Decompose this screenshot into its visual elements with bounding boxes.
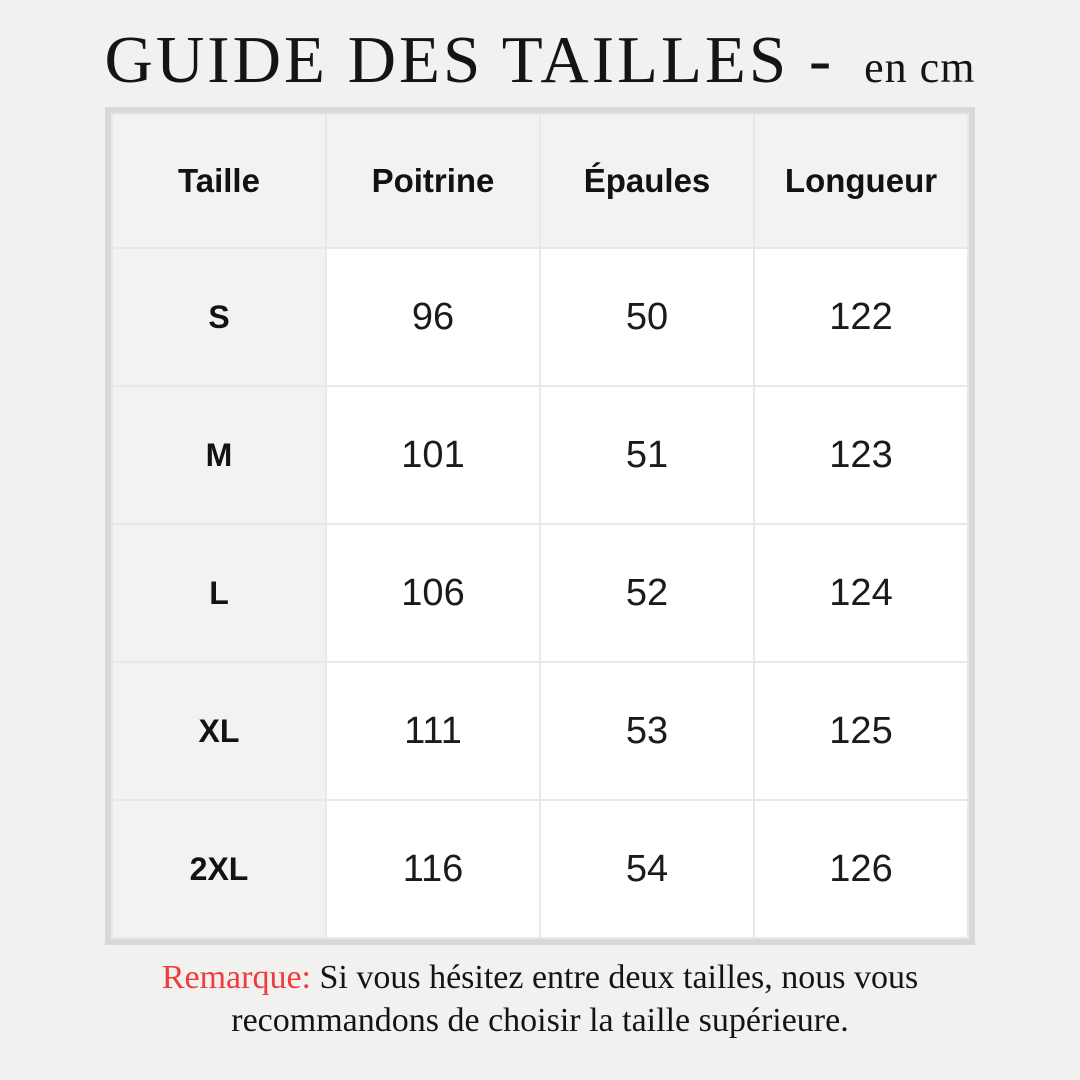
column-header-poitrine: Poitrine xyxy=(326,114,540,248)
value-cell: 52 xyxy=(540,524,754,662)
column-header-epaules: Épaules xyxy=(540,114,754,248)
value-cell: 53 xyxy=(540,662,754,800)
value-cell: 106 xyxy=(326,524,540,662)
value-cell: 116 xyxy=(326,800,540,938)
column-header-longueur: Longueur xyxy=(754,114,968,248)
value-cell: 126 xyxy=(754,800,968,938)
size-table xyxy=(111,113,969,939)
table-row-xl xyxy=(112,662,968,800)
table-row-2xl xyxy=(112,800,968,938)
size-cell: XL xyxy=(112,662,326,800)
value-cell: 123 xyxy=(754,386,968,524)
size-cell: S xyxy=(112,248,326,386)
table-body xyxy=(112,248,968,938)
note-label: Remarque: xyxy=(161,959,311,996)
value-cell: 51 xyxy=(540,386,754,524)
table-row-l xyxy=(112,524,968,662)
value-cell: 54 xyxy=(540,800,754,938)
table-row-s xyxy=(112,248,968,386)
header-row xyxy=(112,114,968,248)
column-header-taille: Taille xyxy=(112,114,326,248)
table-header xyxy=(112,114,968,248)
value-cell: 50 xyxy=(540,248,754,386)
value-cell: 96 xyxy=(326,248,540,386)
size-cell: 2XL xyxy=(112,800,326,938)
value-cell: 111 xyxy=(326,662,540,800)
value-cell: 122 xyxy=(754,248,968,386)
title-unit-label: en cm xyxy=(864,43,976,92)
note-text: Si vous hésitez entre deux tailles, nous vous recommandons de choisir la taille supérieure. xyxy=(231,959,919,1039)
size-table-frame xyxy=(105,107,975,945)
value-cell: 125 xyxy=(754,662,968,800)
value-cell: 101 xyxy=(326,386,540,524)
title-text: GUIDE DES TAILLES - xyxy=(104,23,835,97)
size-cell: M xyxy=(112,386,326,524)
value-cell: 124 xyxy=(754,524,968,662)
table-row-m xyxy=(112,386,968,524)
size-cell: L xyxy=(112,524,326,662)
note xyxy=(60,957,1020,1042)
page-title xyxy=(105,22,976,99)
